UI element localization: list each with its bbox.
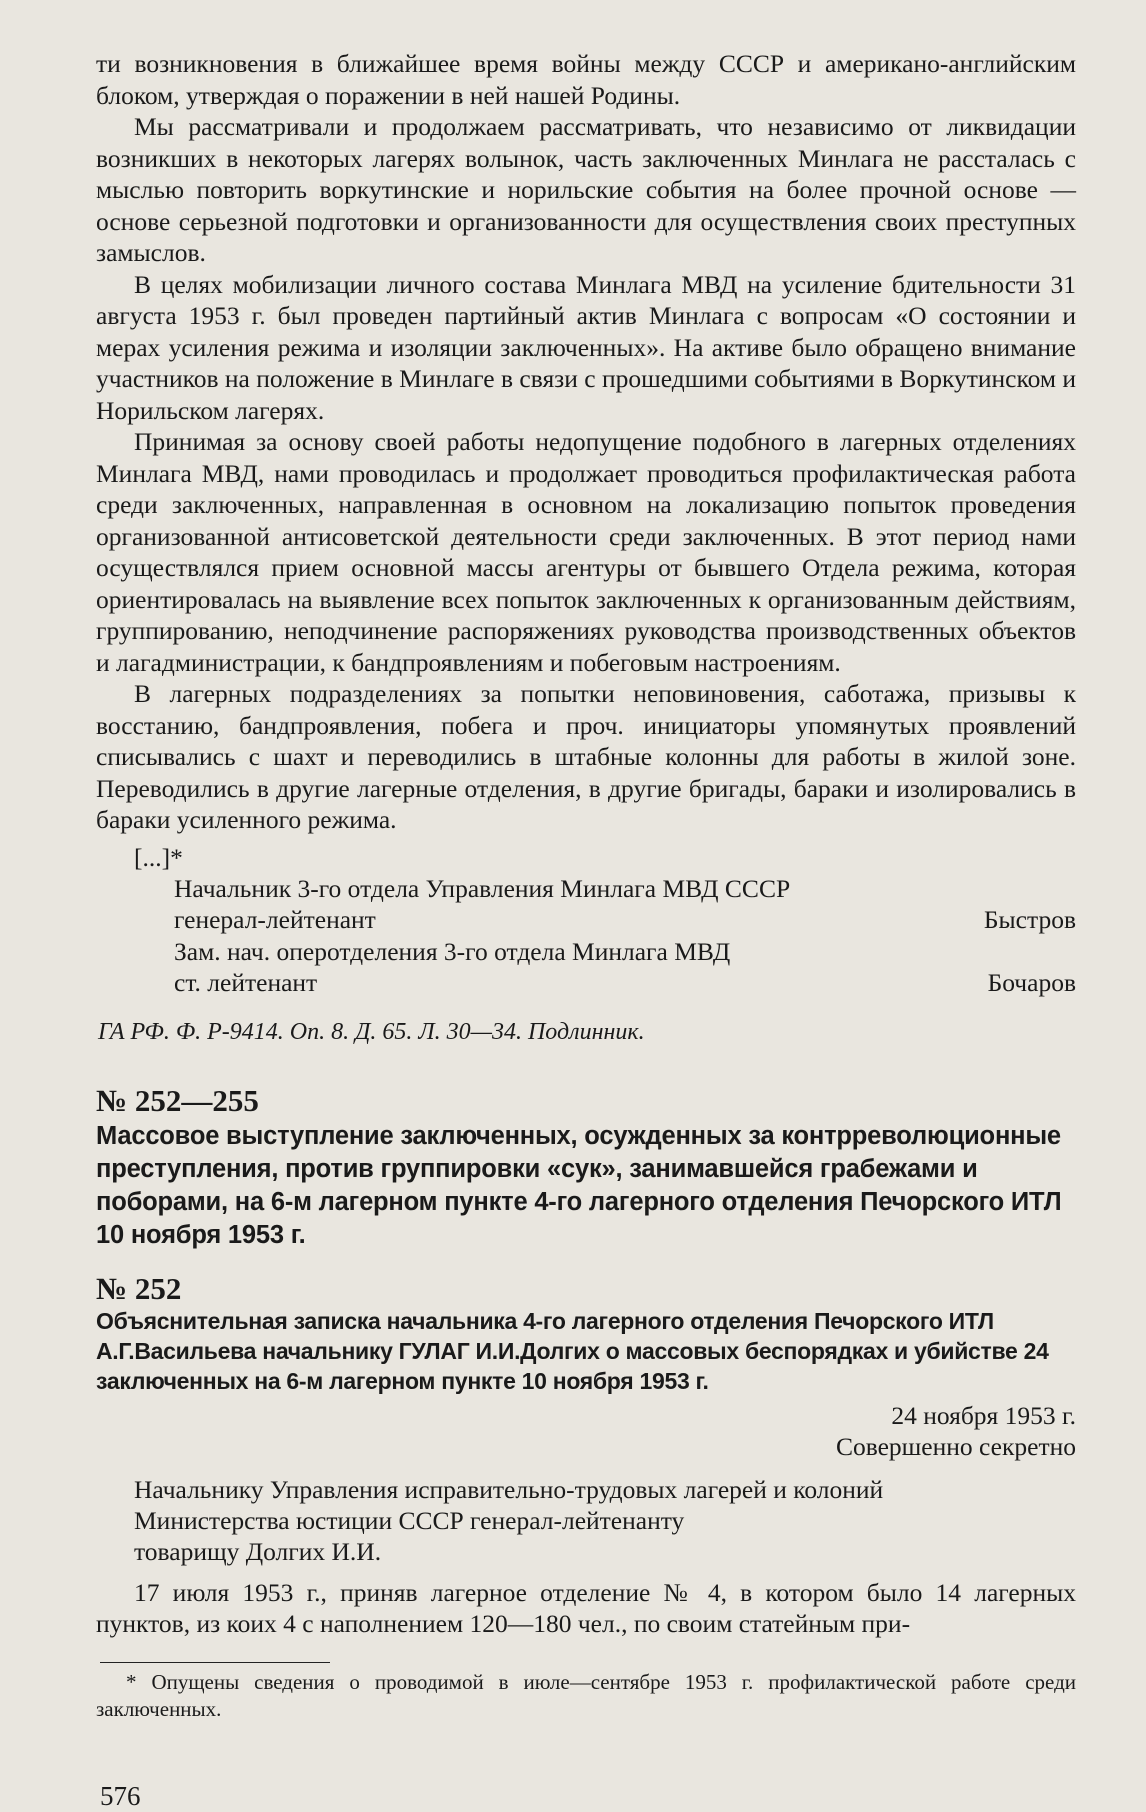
- document-body: [96, 1577, 1076, 1640]
- footnote-divider: [100, 1662, 330, 1663]
- document-title: Объяснительная записка начальника 4-го лагерного отделения Печорского ИТЛ А.Г.Васильева начальнику ГУЛАГ И.И.Долгих о массовых беспорядках и убийстве 24 заключенных на 6-м лагерном пункте 10 ноября 1953 г.: [96, 1307, 1049, 1394]
- paragraph: Мы рассматривали и продолжаем рассматривать, что независимо от ликвидации возникших в некоторых лагерях волынок, часть заключенных Минлага не рассталась с мыслью повторить воркутинские и норильские события на более прочной основе — основе серьезной подготовки и организованности для осуществления своих преступных замыслов.: [96, 112, 1076, 267]
- group-title: Массовое выступление заключенных, осужденных за контрреволюционные преступления, против группировки «сук», занимавшейся грабежами и поборами, на 6-м лагерном пункте 4-го лагерного отделения Печорского ИТЛ 10 ноября 1953 г.: [96, 1121, 1062, 1249]
- classification-stamp: Совершенно секретно: [835, 1431, 1076, 1461]
- signature-2-rank: ст. лейтенант: [174, 968, 318, 997]
- addressee: [134, 1474, 1076, 1567]
- signature-1-title: Начальник 3-го отдела Управления Минлага МВД СССР: [174, 873, 791, 903]
- archive-source: ГА РФ. Ф. Р-9414. Оп. 8. Д. 65. Л. 30—34. Подлинник.: [98, 1018, 645, 1045]
- signature-1-name: Быстров: [983, 905, 1076, 934]
- addressee-line: товарищу Долгих И.И.: [134, 1536, 382, 1566]
- addressee-line: Министерства юстиции СССР генерал-лейтенанту: [134, 1505, 685, 1535]
- document-date: 24 ноября 1953 г.: [891, 1400, 1076, 1430]
- page-number: 576: [100, 1780, 141, 1811]
- footnote: * Опущены сведения о проводимой в июле—сентябре 1953 г. профилактической работе среди заключенных.: [96, 1669, 1076, 1721]
- body-text: [96, 48, 1076, 836]
- signature-block: [174, 873, 1076, 999]
- paragraph: В лагерных подразделениях за попытки неповиновения, саботажа, призывы к восстанию, бандпроявления, побега и проч. инициаторы упомянутых проявлений списывались с шахт и переводились в штабные колонны для работы в жилой зоне. Переводились в другие лагерные отделения, в другие бригады, бараки и изолировались в бараки усиленного режима.: [96, 679, 1076, 834]
- signature-2-title: Зам. нач. оперотделения 3-го отдела Минлага МВД: [174, 936, 731, 966]
- paragraph: ти возникновения в ближайшее время войны между СССР и американо-английским блоком, утверждая о поражении в ней нашей Родины.: [96, 49, 1076, 110]
- group-number: № 252—255: [96, 1082, 259, 1118]
- document-number: № 252: [96, 1270, 182, 1306]
- paragraph: В целях мобилизации личного состава Минлага МВД на усиление бдительности 31 августа 1953 г. был проведен партийный актив Минлага с вопросам «О состоянии и мерах усиления режима и изоляции заключенных». На активе было обращено внимание участников на положение в Минлаге в связи с прошедшими событиями в Воркутинском и Норильском лагерях.: [96, 269, 1076, 425]
- signature-1-rank: генерал-лейтенант: [174, 905, 376, 934]
- signature-2-name: Бочаров: [987, 968, 1076, 997]
- omission-mark: [...]*: [134, 842, 183, 872]
- addressee-line: Начальнику Управления исправительно-трудовых лагерей и колоний: [134, 1474, 884, 1504]
- paragraph: 17 июля 1953 г., приняв лагерное отделение № 4, в котором было 14 лагерных пунктов, из коих 4 с наполнением 120—180 чел., по своим статейным при-: [96, 1577, 1076, 1638]
- paragraph: Принимая за основу своей работы недопущение подобного в лагерных отделениях Минлага МВД, нами проводилась и продолжает проводиться профилактическая работа среди заключенных, направленная в основном на локализацию попыток проведения организованной антисоветской деятельности среди заключенных. В этот период нами осуществлялся прием основной массы агентуры от бывшего Отдела режима, которая ориентировалась на выявление всех попыток заключенных к организованным действиям, группированию, неподчинение распоряжениях руководства производственных объектов и лагадминистрации, к бандпроявлениям и побеговым настроениям.: [96, 427, 1076, 677]
